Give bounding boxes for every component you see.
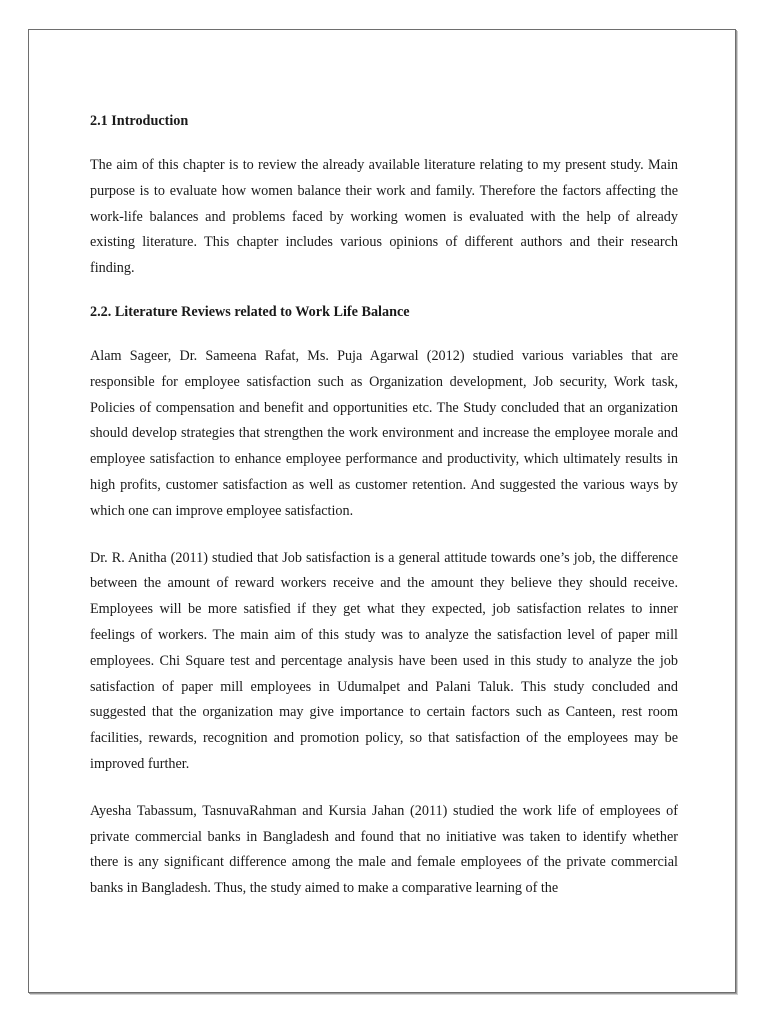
section-heading-literature-reviews: 2.2. Literature Reviews related to Work Life Balance bbox=[90, 303, 410, 320]
paragraph-ayesha-tabassum: Ayesha Tabassum, TasnuvaRahman and Kursia Jahan (2011) studied the work life of employees of private commercial banks in Bangladesh and found that no initiative was taken to identify whether there is any significant difference among the male and female employees of the private commercial banks in Bangladesh. Thus, the study aimed to make a comparative learning of the bbox=[90, 802, 678, 897]
paragraph-introduction: The aim of this chapter is to review the already available literature relating to my present study. Main purpose is to evaluate how women balance their work and family. Therefore the factors affecting the work-life balances and problems faced by working women is evaluated with the help of already existing literature. This chapter includes various opinions of different authors and their research finding. bbox=[90, 157, 678, 277]
document-body bbox=[90, 110, 678, 902]
section-heading-introduction: 2.1 Introduction bbox=[90, 113, 189, 129]
paragraph-anitha: Dr. R. Anitha (2011) studied that Job satisfaction is a general attitude towards one’s job, the difference between the amount of reward workers receive and the amount they believe they should receive. Employees will be more satisfied if they get what they expected, job satisfaction relates to inner feelings of workers. The main aim of this study was to analyze the satisfaction level of paper mill employees. Chi Square test and percentage analysis have been used in this study to analyze the job satisfaction of paper mill employees in Udumalpet and Palani Taluk. This study concluded and suggested that the organization may give importance to certain factors such as Canteen, rest room facilities, rewards, recognition and promotion policy, so that satisfaction of the employees may be improved further. bbox=[90, 549, 678, 772]
paragraph-alam-sageer: Alam Sageer, Dr. Sameena Rafat, Ms. Puja Agarwal (2012) studied various variables that are responsible for employee satisfaction such as Organization development, Job security, Work task, Policies of compensation and benefit and opportunities etc. The Study concluded that an organization should develop strategies that strengthen the work environment and increase the employee morale and employee satisfaction to enhance employee performance and productivity, which ultimately results in high profits, customer satisfaction as well as customer retention. And suggested the various ways by which one can improve employee satisfaction. bbox=[90, 347, 678, 519]
